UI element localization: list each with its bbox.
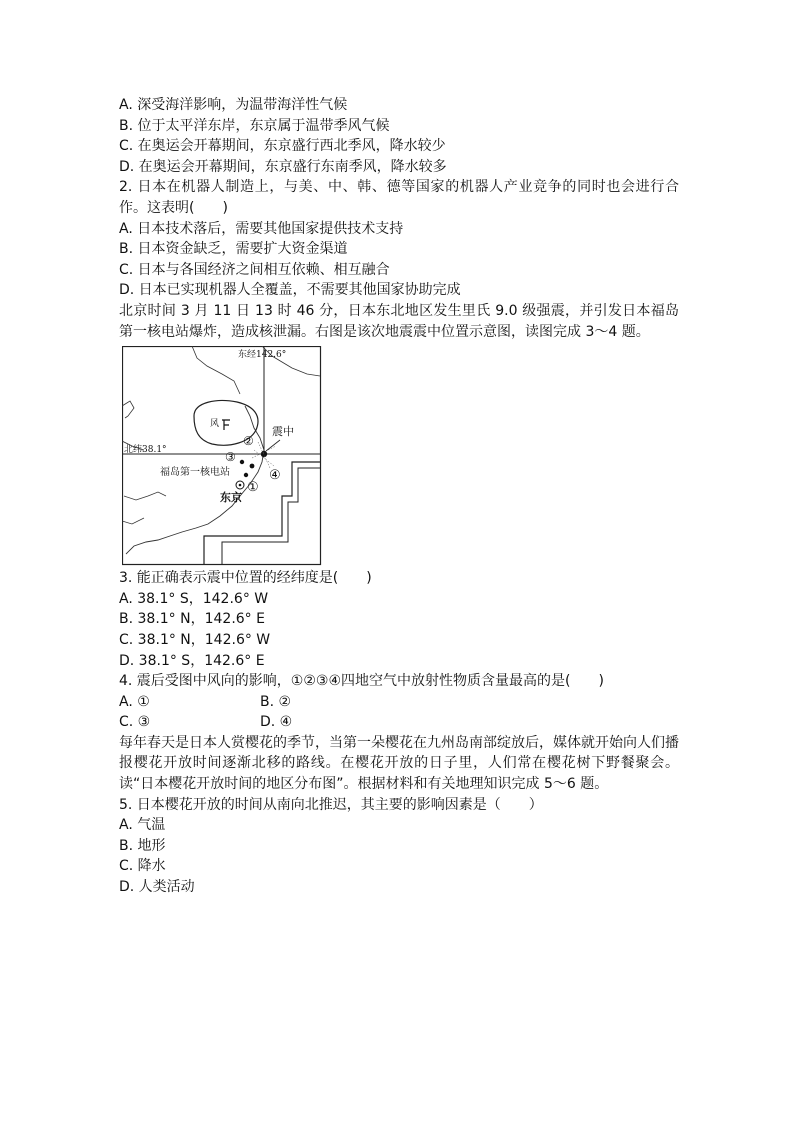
map-frame (123, 347, 321, 565)
q1-option-d: D. 在奥运会开幕期间，东京盛行东南季风，降水较多 (119, 158, 447, 175)
q3-stem: 3. 能正确表示震中位置的经纬度是( ) (119, 570, 372, 587)
earthquake-map (122, 346, 322, 566)
q5-option-b: B. 地形 (119, 837, 166, 854)
point-4-label: ④ (269, 468, 281, 484)
q1-option-a: A. 深受海洋影响，为温带海洋性气候 (119, 97, 348, 113)
q4-stem: 4. 震后受图中风向的影响，①②③④四地空气中放射性物质含量最高的是( ) (119, 673, 604, 690)
q2-option-a: A. 日本技术落后，需要其他国家提供技术支持 (119, 220, 404, 237)
q1-option-c: C. 在奥运会开幕期间，东京盛行西北季风，降水较少 (119, 138, 446, 155)
q4-option-b: B. ② (260, 693, 292, 710)
q2-stem: 2. 日本在机器人制造上，与美、中、韩、德等国家的机器人产业竞争的同时也会进行合作。这表明( ) (119, 179, 679, 216)
q3-option-c: C. 38.1° N，142.6° W (119, 631, 271, 648)
epicenter-label: 震中 (272, 425, 294, 439)
q4-option-d: D. ④ (260, 714, 293, 731)
longitude-label: 东经142.6° (238, 350, 287, 361)
q5-stem: 5. 日本樱花开放的时间从南向北推迟，其主要的影响因素是（ ） (119, 796, 543, 813)
plant-dot (250, 464, 255, 469)
q3-option-d: D. 38.1° S，142.6° E (119, 652, 265, 669)
point-3-label: ③ (225, 450, 236, 465)
q2-option-b: B. 日本资金缺乏，需要扩大资金渠道 (119, 241, 348, 258)
material-sakura: 每年春天是日本人赏樱花的季节，当第一朵樱花在九州岛南部绽放后，媒体就开始向人们播报樱花开放时间逐渐北移的路线。在樱花开放的日子里，人们常在樱花树下野餐聚会。读“日本樱花开放时间的地区分布图”。根据材料和有关地理知识完成 5～6 题。 (119, 734, 679, 793)
latitude-label: 北纬38.1° (124, 445, 167, 456)
q2-option-d: D. 日本已实现机器人全覆盖，不需要其他国家协助完成 (119, 282, 461, 299)
q4-option-a: A. ① (119, 693, 150, 710)
point-2-label: ② (243, 434, 254, 449)
q3-option-b: B. 38.1° N，142.6° E (119, 611, 265, 628)
tokyo-marker-center (239, 484, 242, 487)
point-1-dot (244, 473, 248, 477)
document-page (119, 95, 679, 898)
map-figure (122, 346, 322, 566)
q4-option-c: C. ③ (119, 714, 151, 731)
tokyo-label: 东京 (220, 491, 242, 505)
q5-option-c: C. 降水 (119, 858, 166, 875)
q4-options-row-1 (119, 692, 679, 713)
q5-option-d: D. 人类活动 (119, 879, 195, 896)
wind-label: 风 (210, 419, 220, 430)
plant-label: 福岛第一核电站 (160, 467, 230, 479)
q5-option-a: A. 气温 (119, 817, 166, 834)
q4-options-row-2 (119, 712, 679, 733)
material-earthquake: 北京时间 3 月 11 日 13 时 46 分，日本东北地区发生里氏 9.0 级强震，并引发日本福岛第一核电站爆炸，造成核泄漏。右图是该次地震震中位置示意图，读图完成 3～4 题。 (119, 302, 679, 340)
q3-option-a: A. 38.1° S，142.6° W (119, 590, 269, 607)
q1-option-b: B. 位于太平洋东岸，东京属于温带季风气候 (119, 117, 390, 134)
point-1-label: ① (247, 480, 259, 496)
point-3-dot (240, 460, 244, 464)
q2-option-c: C. 日本与各国经济之间相互依赖、相互融合 (119, 261, 390, 278)
